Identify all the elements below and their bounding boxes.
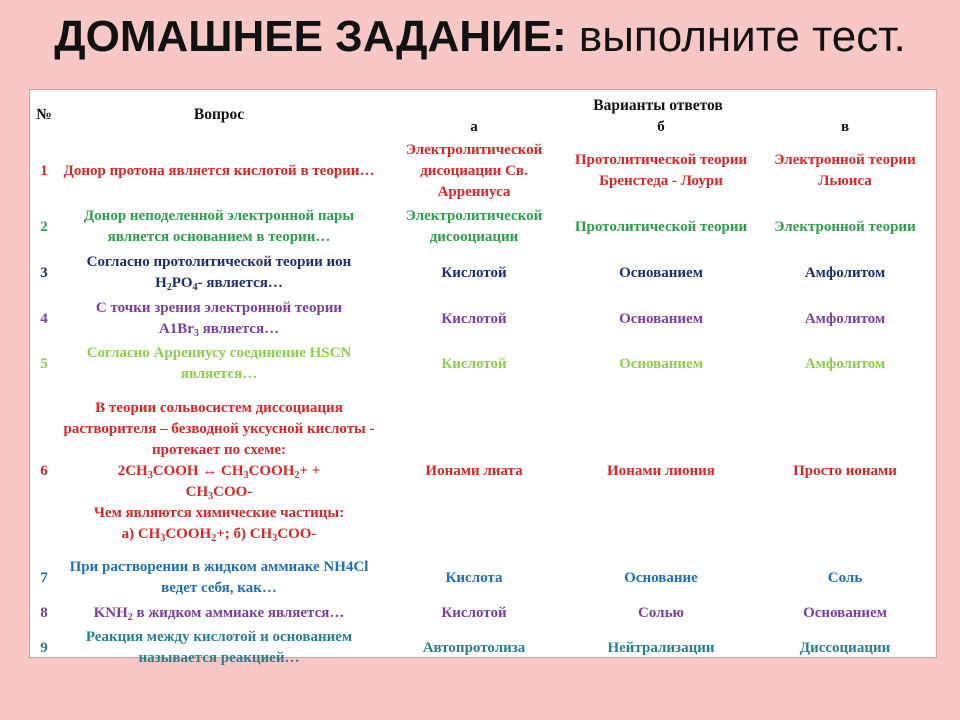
- row-num: 1: [40, 162, 48, 179]
- row-question: Донор протона является кислотой в теории…: [63, 162, 375, 179]
- row-question: Донор неподеленной электронной пары является основанием в теории…: [83, 208, 355, 245]
- answer-a: Кислотой: [441, 355, 507, 372]
- row-num: 3: [40, 264, 48, 281]
- table-row: [30, 296, 936, 342]
- row-question: Реакция между кислотой и основанием называется реакцией…: [85, 629, 353, 666]
- answer-b: Солью: [638, 604, 684, 621]
- answer-b: Основание: [624, 569, 698, 586]
- row-num: 6: [40, 462, 48, 479]
- answer-b: Нейтрализации: [607, 639, 715, 656]
- formula: $H_2PO_4-$ является…: [155, 275, 283, 293]
- header-answers: Варианты ответов: [593, 97, 723, 114]
- header-option-a: а: [470, 118, 478, 135]
- answer-a: Автопротолиза: [422, 639, 526, 656]
- answer-v: Электронной теории Льюиса: [774, 152, 916, 189]
- answer-v: Амфолитом: [804, 264, 886, 281]
- answer-a: Кислотой: [441, 604, 507, 621]
- answer-v: Амфолитом: [804, 310, 886, 327]
- answer-v: Амфолитом: [804, 355, 886, 372]
- question-line: Согласно протолитической теории ион: [86, 254, 352, 270]
- answer-b: Основанием: [619, 310, 703, 327]
- answer-v: Просто ионами: [793, 462, 897, 479]
- table-row: [30, 250, 936, 296]
- particles-formula: а) $CH_3COOH_2+$; б) $CH_3COO-$: [121, 525, 317, 544]
- row-num: 8: [40, 604, 48, 621]
- row-question: При растворении в жидком аммиаке NH4Cl ведет себя, как…: [69, 559, 369, 596]
- row-question: [58, 296, 380, 342]
- row-question: $KNH_2$ в жидком аммиаке является…: [93, 604, 345, 623]
- row-num: 2: [40, 218, 48, 235]
- answer-a: Кислотой: [441, 264, 507, 281]
- answer-a: Электролитической дисоциации Св. Аррениуса: [405, 141, 543, 200]
- table-row: [30, 342, 936, 386]
- table-row: [30, 556, 936, 600]
- answer-v: Электронной теории: [774, 218, 916, 235]
- answer-b: Основанием: [619, 264, 703, 281]
- slide-title: [0, 12, 960, 62]
- answer-a: Ионами лиата: [425, 462, 523, 479]
- header-option-v: в: [840, 118, 850, 135]
- reaction-scheme-cont: $CH_3COO-$: [185, 483, 253, 502]
- answer-a: Кислотой: [441, 310, 507, 327]
- answer-b: Основанием: [619, 355, 703, 372]
- row-question: Согласно Аррениусу соединение HSCN является…: [86, 345, 352, 382]
- answer-b: Протолитической теории Бренстеда - Лоури: [574, 152, 748, 189]
- table-row: [30, 386, 936, 556]
- reaction-scheme: $2CH_3COOH$ ↔ $CH_3COOH_2+$ +: [117, 462, 321, 481]
- row-num: 7: [40, 569, 48, 586]
- header-question: Вопрос: [193, 105, 245, 123]
- table-row: [30, 204, 936, 250]
- question-line: Чем являются химические частицы:: [93, 504, 345, 521]
- table-row: [30, 138, 936, 204]
- test-table: [29, 89, 937, 666]
- row-num: 4: [40, 310, 48, 327]
- row-question: [58, 386, 380, 556]
- row-num: 9: [40, 639, 48, 656]
- answer-b: Ионами лиония: [607, 462, 715, 479]
- formula: $A1Br_3$ является…: [158, 321, 280, 339]
- header-num: №: [36, 105, 52, 123]
- answer-a: Электролитической дисооциации: [405, 208, 543, 245]
- answer-v: Диссоциации: [799, 639, 891, 656]
- title-normal: выполните тест.: [566, 12, 906, 61]
- question-text: В теории сольвосистем диссоциация растворителя – безводной уксусной кислоты - протекает по схеме:: [63, 399, 375, 458]
- answer-v: Соль: [827, 569, 863, 586]
- table-row: [30, 626, 936, 670]
- answer-b: Протолитической теории: [574, 218, 748, 235]
- header-option-b: б: [657, 118, 665, 135]
- question-line: С точки зрения электронной теории: [95, 300, 343, 316]
- answer-a: Кислота: [445, 569, 503, 586]
- answer-v: Основанием: [803, 604, 887, 621]
- row-num: 5: [40, 355, 48, 372]
- table-row: [30, 600, 936, 626]
- row-question: [58, 250, 380, 296]
- title-bold: ДОМАШНЕЕ ЗАДАНИЕ:: [54, 12, 567, 61]
